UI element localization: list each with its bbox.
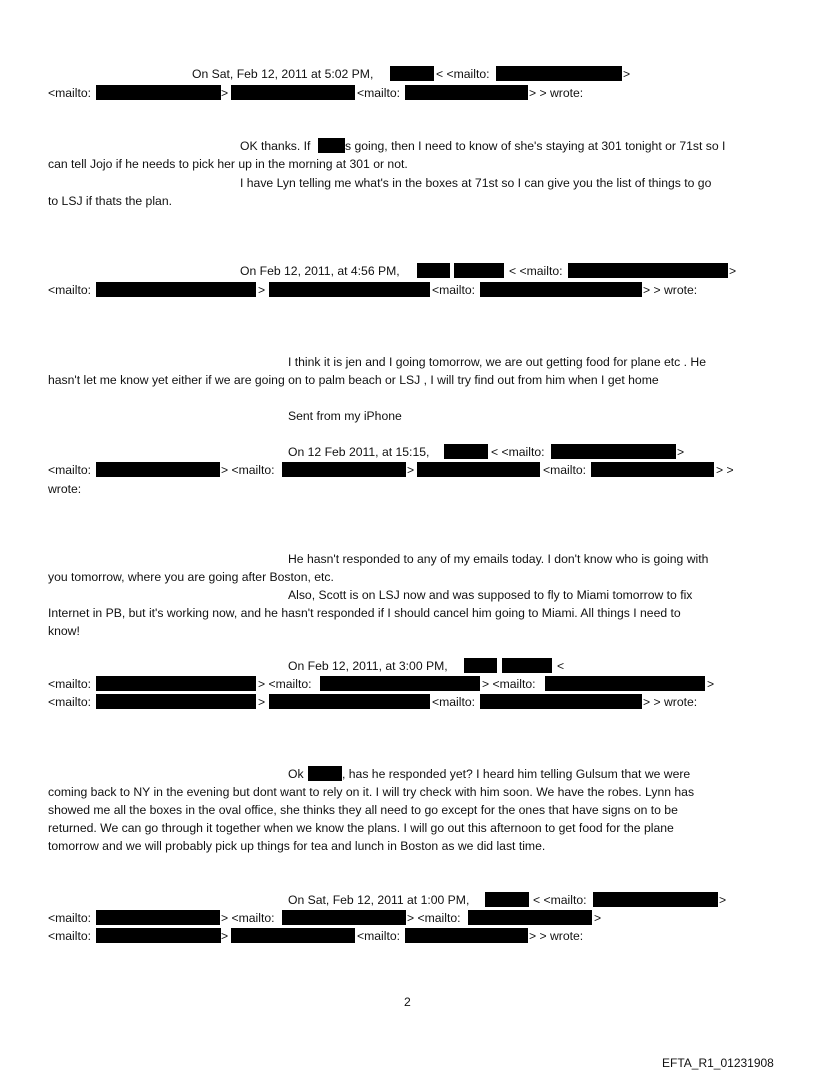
redaction [269, 282, 430, 297]
header-line: On 12 Feb 2011, at 15:15, [288, 445, 430, 459]
redaction [308, 766, 342, 781]
header-text: > <mailto: [221, 911, 275, 925]
header-text: > [719, 893, 727, 907]
header-text: > [707, 677, 715, 691]
header-text: > [221, 929, 229, 943]
header-text: > [221, 86, 229, 100]
redaction [96, 910, 220, 925]
redaction [96, 676, 256, 691]
header-text: > <mailto: [221, 463, 275, 477]
header-text: <mailto: [48, 463, 92, 477]
header-text: > > wrote: [643, 283, 698, 297]
body-text: showed me all the boxes in the oval office, she thinks they all need to go except for the ones that have signs on to be [48, 803, 678, 817]
header-text: > <mailto: [407, 911, 461, 925]
body-text: Also, Scott is on LSJ now and was supposed to fly to Miami tomorrow to fix [288, 588, 693, 602]
redaction [454, 263, 504, 278]
header-line: On Feb 12, 2011, at 4:56 PM, [240, 264, 400, 278]
header-text: <mailto: [48, 677, 92, 691]
redaction [551, 444, 676, 459]
header-text: < <mailto: [509, 264, 563, 278]
header-text: wrote: [48, 482, 82, 496]
body-text: Ok [288, 767, 304, 781]
header-text: <mailto: [48, 695, 92, 709]
redaction [468, 910, 592, 925]
header-text: <mailto: [48, 86, 92, 100]
redaction [464, 658, 497, 673]
body-text: I think it is jen and I going tomorrow, we are out getting food for plane etc . He [288, 355, 706, 369]
redaction [568, 263, 728, 278]
header-text: > [729, 264, 737, 278]
header-text: <mailto: [543, 463, 587, 477]
header-text: > > wrote: [529, 929, 584, 943]
redaction [231, 85, 355, 100]
redaction [545, 676, 705, 691]
header-text: < <mailto: [491, 445, 545, 459]
body-text: hasn't let me know yet either if we are going on to palm beach or LSJ , I will try find out from him when I get home [48, 373, 659, 387]
body-text: you tomorrow, where you are going after Boston, etc. [48, 570, 334, 584]
header-text: > > wrote: [529, 86, 584, 100]
redaction [417, 462, 540, 477]
header-text: > [594, 911, 602, 925]
redaction [269, 694, 430, 709]
header-text: <mailto: [357, 86, 401, 100]
redaction [282, 910, 406, 925]
redaction [320, 676, 480, 691]
header-line: On Sat, Feb 12, 2011 at 5:02 PM, [192, 67, 374, 81]
redaction [405, 928, 528, 943]
body-text: I have Lyn telling me what's in the boxes at 71st so I can give you the list of things to go [240, 176, 712, 190]
body-text: coming back to NY in the evening but dont want to rely on it. I will try check with him soon. We have the robes. Lynn has [48, 785, 695, 799]
header-text: > [623, 67, 631, 81]
redaction [96, 462, 220, 477]
redaction [444, 444, 488, 459]
body-text: can tell Jojo if he needs to pick her up in the morning at 301 or not. [48, 157, 408, 171]
document-id: EFTA_R1_01231908 [662, 1056, 774, 1070]
body-text: to LSJ if thats the plan. [48, 194, 172, 208]
redaction [480, 282, 642, 297]
redaction [480, 694, 642, 709]
header-text: <mailto: [357, 929, 401, 943]
redaction [96, 928, 221, 943]
body-text: s going, then I need to know of she's staying at 301 tonight or 71st so I [345, 139, 726, 153]
header-text: < <mailto: [533, 893, 587, 907]
header-text: > [407, 463, 415, 477]
header-text: <mailto: [48, 911, 92, 925]
redaction [390, 66, 434, 81]
body-text: returned. We can go through it together when we know the plans. I will go out this afternoon to get food for the plane [48, 821, 674, 835]
redaction [591, 462, 714, 477]
redaction [96, 694, 256, 709]
header-line: On Feb 12, 2011, at 3:00 PM, [288, 659, 448, 673]
redaction [485, 892, 529, 907]
signature: Sent from my iPhone [288, 409, 402, 423]
body-text: know! [48, 624, 80, 638]
header-text: > [258, 695, 266, 709]
redaction [96, 85, 221, 100]
redaction [282, 462, 406, 477]
header-text: < <mailto: [436, 67, 490, 81]
header-text: > [677, 445, 685, 459]
redaction [496, 66, 622, 81]
redaction [318, 138, 345, 153]
redaction [502, 658, 552, 673]
body-text: , has he responded yet? I heard him telling Gulsum that we were [342, 767, 691, 781]
header-text: <mailto: [432, 283, 476, 297]
header-text: <mailto: [48, 929, 92, 943]
body-text: tomorrow and we will probably pick up things for tea and lunch in Boston as we did last time. [48, 839, 546, 853]
header-text: > <mailto: [258, 677, 312, 691]
body-text: He hasn't responded to any of my emails today. I don't know who is going with [288, 552, 709, 566]
body-text: Internet in PB, but it's working now, and he hasn't responded if I should cancel him going to Miami. All things I need to [48, 606, 681, 620]
header-text: > <mailto: [482, 677, 536, 691]
redaction [96, 282, 256, 297]
redaction [417, 263, 450, 278]
page-number: 2 [404, 995, 411, 1009]
header-text: <mailto: [48, 283, 92, 297]
header-text: <mailto: [432, 695, 476, 709]
body-text: OK thanks. If [240, 139, 311, 153]
header-text: < [557, 659, 565, 673]
header-text: > > wrote: [643, 695, 698, 709]
header-line: On Sat, Feb 12, 2011 at 1:00 PM, [288, 893, 470, 907]
header-text: > > [716, 463, 734, 477]
header-text: > [258, 283, 266, 297]
redaction [405, 85, 528, 100]
redaction [593, 892, 718, 907]
redaction [231, 928, 355, 943]
